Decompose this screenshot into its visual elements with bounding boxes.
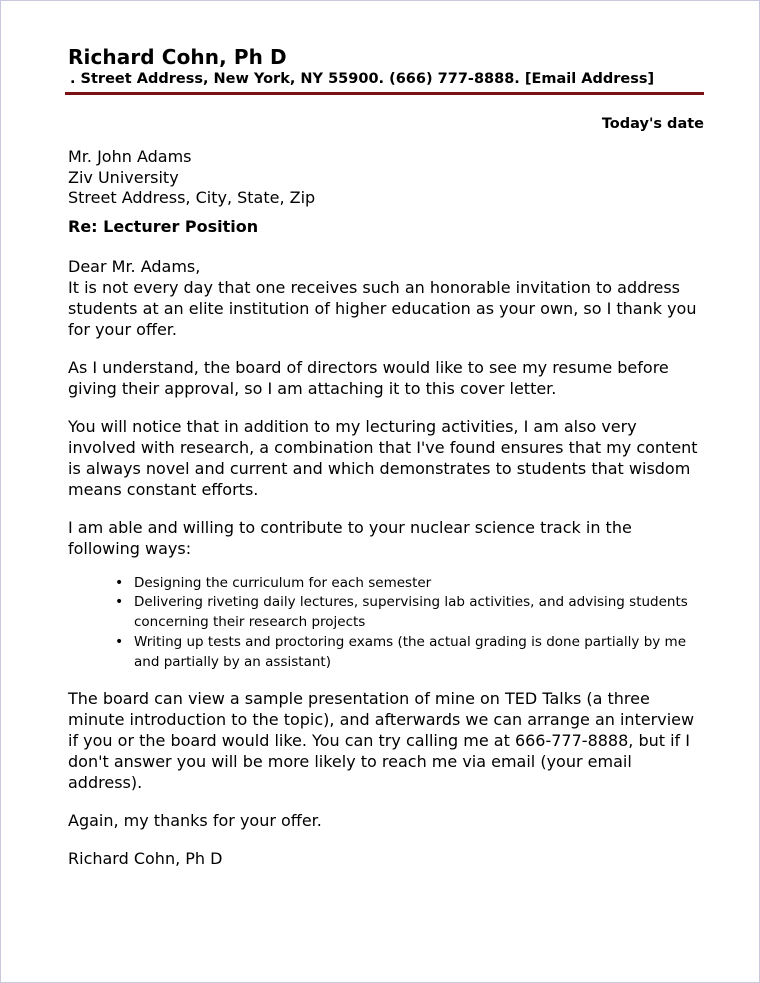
salutation: Dear Mr. Adams, xyxy=(68,257,201,277)
closing-paragraph-1: The board can view a sample presentation of mine on TED Talks (a three minute introduction to the topic), and afterwards we can arrange an interview if you or the board would like. You can try calling me at 666-777-8888, but if I don't answer you will be more likely to reach me via email (your email address). xyxy=(68,689,695,793)
list-item: • Designing the curriculum for each semester xyxy=(115,574,704,594)
date-line: Today's date xyxy=(601,116,704,133)
recipient-organization: Ziv University xyxy=(68,167,179,187)
sender-contact-line: . Street Address, New York, NY 55900. (666) 777-8888. [Email Address] xyxy=(70,71,655,88)
body-paragraph-3: You will notice that in addition to my lecturing activities, I am also very involved with research, a combination that I've found ensures that my content is always novel and current and which demonstrates to students that wisdom means constant efforts. xyxy=(68,417,698,499)
recipient-name: Mr. John Adams xyxy=(68,147,192,167)
letterhead-divider-rule xyxy=(65,92,704,95)
letter-content xyxy=(68,45,704,870)
body-paragraph-4: I am able and willing to contribute to your nuclear science track in the following ways: xyxy=(68,517,632,558)
closing-paragraph-2: Again, my thanks for your offer. xyxy=(68,811,322,830)
sender-name: Richard Cohn, Ph D xyxy=(68,45,287,69)
recipient-address: Street Address, City, State, Zip xyxy=(68,188,316,208)
contribution-list xyxy=(68,574,704,673)
list-item: • Writing up tests and proctoring exams (the actual grading is done partially by me and partially by an assistant) xyxy=(115,633,704,672)
body-paragraph-2: As I understand, the board of directors would like to see my resume before giving their approval, so I am attaching it to this cover letter. xyxy=(68,358,669,399)
recipient-block xyxy=(68,147,704,208)
subject-line: Re: Lecturer Position xyxy=(68,217,259,237)
list-item: • Delivering riveting daily lectures, supervising lab activities, and advising students concerning their research projects xyxy=(115,593,704,632)
body-paragraph-1: It is not every day that one receives such an honorable invitation to address students at an elite institution of higher education as your own, so I thank you for your offer. xyxy=(68,278,697,340)
letterhead xyxy=(68,45,704,95)
signature-name: Richard Cohn, Ph D xyxy=(68,848,223,868)
